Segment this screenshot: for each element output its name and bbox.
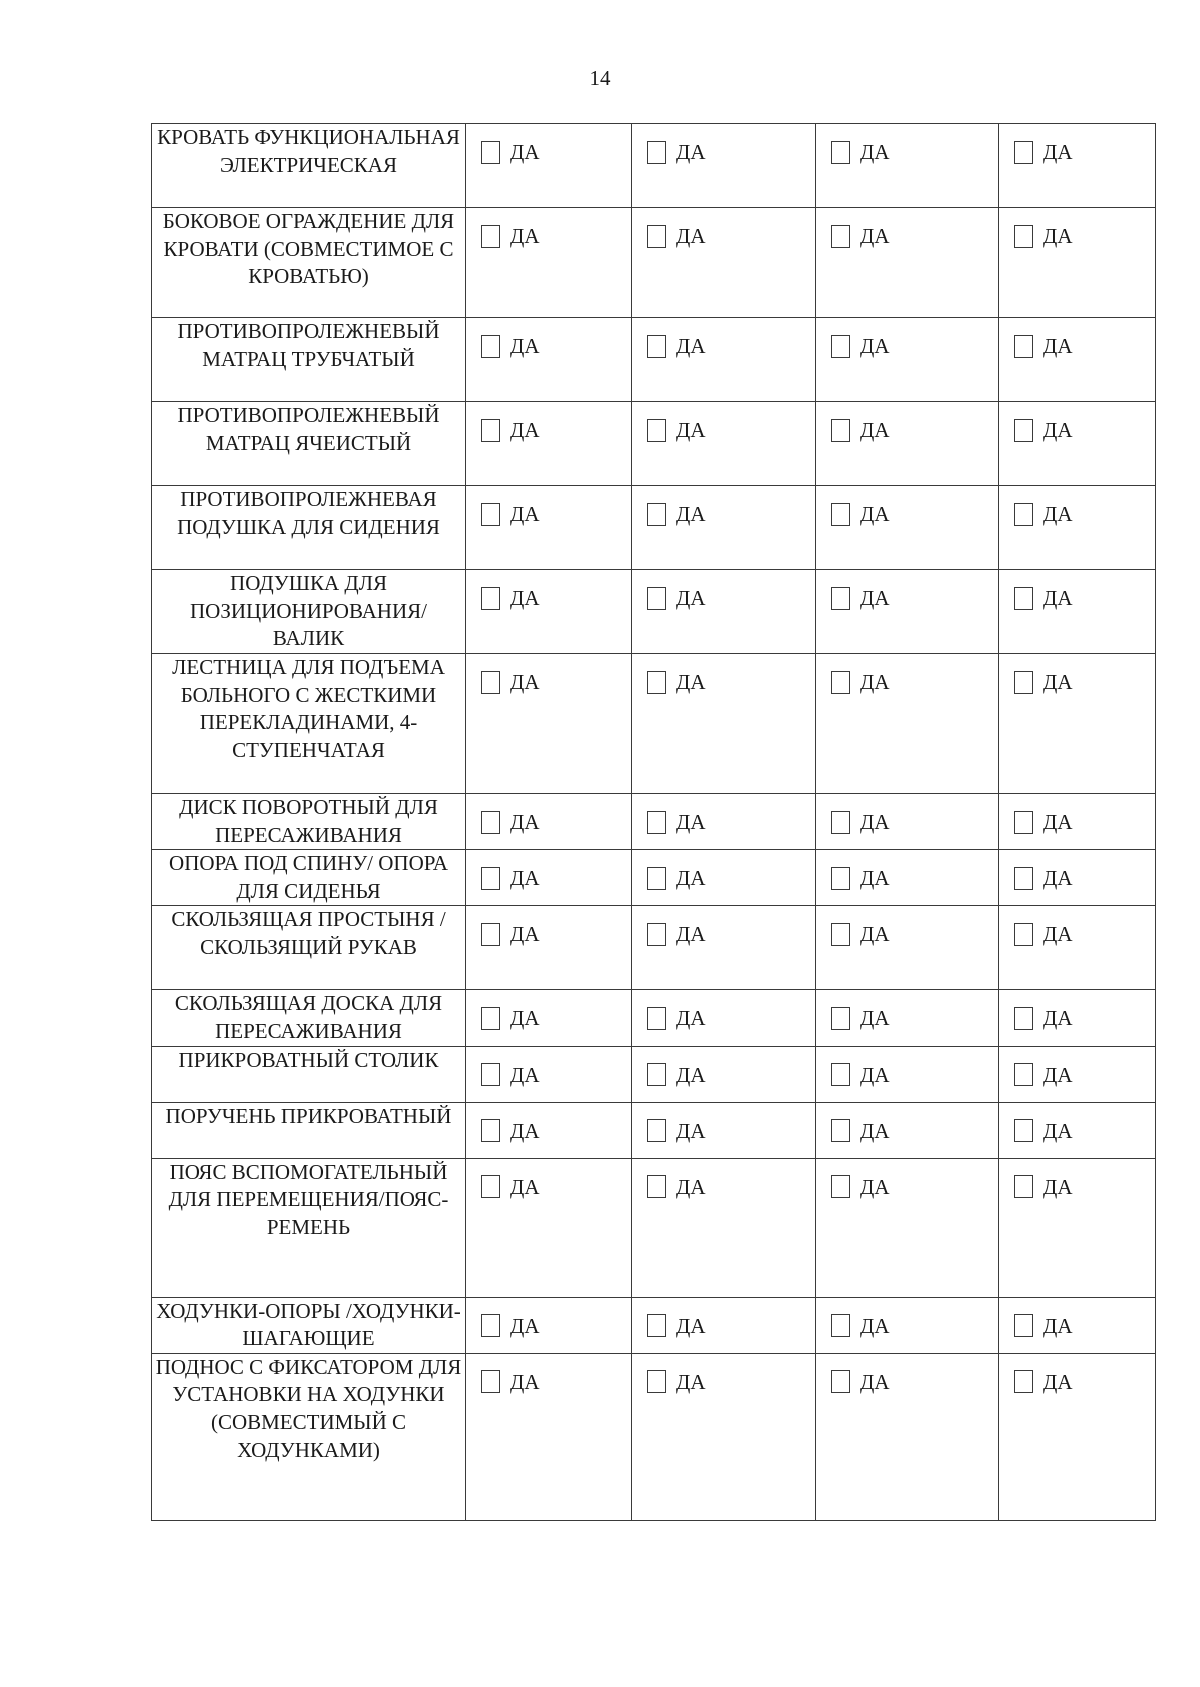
yes-option[interactable] — [816, 1370, 998, 1394]
yes-label: ДА — [1043, 418, 1073, 442]
yes-label: ДА — [860, 922, 890, 947]
item-name-cell: ПОДНОС С ФИКСАТОРОМ ДЛЯ УСТАНОВКИ НА ХОДУНКИ (СОВМЕСТИМЫЙ С ХОДУНКАМИ) — [152, 1353, 466, 1520]
yes-option[interactable] — [466, 224, 631, 248]
choice-cell — [466, 906, 632, 990]
yes-checkbox[interactable] — [647, 923, 666, 946]
yes-checkbox[interactable] — [481, 923, 500, 946]
yes-option[interactable] — [816, 586, 998, 610]
yes-option[interactable] — [632, 1119, 815, 1143]
yes-option[interactable] — [632, 418, 815, 442]
yes-option[interactable] — [632, 502, 815, 526]
yes-label: ДА — [1043, 1174, 1073, 1199]
choice-cell — [999, 850, 1156, 906]
choice-cell — [632, 486, 816, 570]
item-name-cell: ПОДУШКА ДЛЯ ПОЗИЦИОНИРОВАНИЯ/ ВАЛИК — [152, 570, 466, 654]
yes-checkbox[interactable] — [481, 225, 500, 248]
yes-label: ДА — [676, 1369, 706, 1394]
table-row — [152, 1353, 1156, 1520]
table-row — [152, 794, 1156, 850]
yes-label: ДА — [1043, 1118, 1073, 1143]
item-name-cell: БОКОВОЕ ОГРАЖДЕНИЕ ДЛЯ КРОВАТИ (СОВМЕСТИМОЕ С КРОВАТЬЮ) — [152, 208, 466, 318]
yes-checkbox[interactable] — [647, 867, 666, 890]
yes-checkbox[interactable] — [647, 503, 666, 526]
yes-option[interactable] — [816, 140, 998, 164]
choice-cell — [999, 318, 1156, 402]
yes-option[interactable] — [999, 1175, 1155, 1199]
yes-checkbox[interactable] — [831, 419, 850, 442]
yes-checkbox[interactable] — [481, 1007, 500, 1030]
yes-option[interactable] — [632, 224, 815, 248]
choice-cell — [816, 906, 999, 990]
yes-option[interactable] — [632, 140, 815, 164]
yes-checkbox[interactable] — [481, 503, 500, 526]
item-name-cell: ПРОТИВОПРОЛЕЖНЕВЫЙ МАТРАЦ ТРУБЧАТЫЙ — [152, 318, 466, 402]
yes-checkbox[interactable] — [481, 335, 500, 358]
item-name-cell: СКОЛЬЗЯЩАЯ ПРОСТЫНЯ /СКОЛЬЗЯЩИЙ РУКАВ — [152, 906, 466, 990]
yes-checkbox[interactable] — [1014, 867, 1033, 890]
choice-cell — [999, 1353, 1156, 1520]
choice-cell — [632, 990, 816, 1046]
yes-checkbox[interactable] — [481, 1175, 500, 1198]
choice-cell — [999, 208, 1156, 318]
yes-label: ДА — [510, 1006, 540, 1031]
yes-label: ДА — [860, 866, 890, 891]
table-row — [152, 208, 1156, 318]
yes-label: ДА — [1043, 1062, 1073, 1087]
table-row — [152, 1297, 1156, 1353]
yes-option[interactable] — [466, 334, 631, 358]
choice-cell — [632, 906, 816, 990]
yes-label: ДА — [676, 866, 706, 891]
yes-checkbox[interactable] — [647, 1063, 666, 1086]
choice-cell — [816, 402, 999, 486]
yes-checkbox[interactable] — [1014, 419, 1033, 442]
choice-cell — [816, 208, 999, 318]
yes-label: ДА — [510, 1062, 540, 1087]
item-name-cell: ОПОРА ПОД СПИНУ/ ОПОРА ДЛЯ СИДЕНЬЯ — [152, 850, 466, 906]
yes-checkbox[interactable] — [831, 923, 850, 946]
choice-cell — [816, 654, 999, 794]
yes-label: ДА — [510, 1313, 540, 1338]
choice-cell — [466, 208, 632, 318]
yes-checkbox[interactable] — [1014, 1007, 1033, 1030]
yes-label: ДА — [676, 1062, 706, 1087]
yes-checkbox[interactable] — [1014, 587, 1033, 610]
yes-checkbox[interactable] — [831, 867, 850, 890]
yes-checkbox[interactable] — [831, 1314, 850, 1337]
yes-option[interactable] — [999, 140, 1155, 164]
yes-option[interactable] — [632, 1063, 815, 1087]
yes-option[interactable] — [466, 1314, 631, 1338]
table-row — [152, 990, 1156, 1046]
yes-option[interactable] — [999, 922, 1155, 946]
yes-checkbox[interactable] — [1014, 1370, 1033, 1393]
choice-cell — [816, 1297, 999, 1353]
yes-option[interactable] — [466, 140, 631, 164]
choice-cell — [466, 1046, 632, 1102]
yes-option[interactable] — [816, 334, 998, 358]
yes-label: ДА — [510, 140, 540, 164]
choice-cell — [816, 1102, 999, 1158]
yes-option[interactable] — [466, 810, 631, 834]
item-name-cell: ПОРУЧЕНЬ ПРИКРОВАТНЫЙ — [152, 1102, 466, 1158]
choice-cell — [466, 654, 632, 794]
table-row — [152, 124, 1156, 208]
yes-checkbox[interactable] — [831, 1370, 850, 1393]
choice-cell — [999, 1102, 1156, 1158]
yes-option[interactable] — [999, 1314, 1155, 1338]
table-row — [152, 318, 1156, 402]
table-row — [152, 850, 1156, 906]
table-row — [152, 1102, 1156, 1158]
choice-cell — [466, 1102, 632, 1158]
choice-cell — [999, 1158, 1156, 1297]
yes-label: ДА — [860, 1174, 890, 1199]
choice-cell — [466, 1297, 632, 1353]
choice-cell — [816, 850, 999, 906]
yes-label: ДА — [510, 224, 540, 248]
yes-option[interactable] — [466, 502, 631, 526]
yes-checkbox[interactable] — [647, 1175, 666, 1198]
yes-option[interactable] — [466, 418, 631, 442]
yes-checkbox[interactable] — [481, 1370, 500, 1393]
choice-cell — [999, 1297, 1156, 1353]
choice-cell — [632, 850, 816, 906]
choice-cell — [999, 124, 1156, 208]
yes-label: ДА — [1043, 502, 1073, 526]
yes-label: ДА — [860, 670, 890, 694]
yes-label: ДА — [860, 418, 890, 442]
yes-label: ДА — [1043, 922, 1073, 947]
yes-checkbox[interactable] — [1014, 1175, 1033, 1198]
yes-label: ДА — [1043, 140, 1073, 164]
yes-checkbox[interactable] — [647, 141, 666, 164]
choice-cell — [632, 124, 816, 208]
choice-cell — [999, 486, 1156, 570]
yes-checkbox[interactable] — [1014, 335, 1033, 358]
item-name-cell: ДИСК ПОВОРОТНЫЙ ДЛЯ ПЕРЕСАЖИВАНИЯ — [152, 794, 466, 850]
item-name-cell: КРОВАТЬ ФУНКЦИОНАЛЬНАЯ ЭЛЕКТРИЧЕСКАЯ — [152, 124, 466, 208]
yes-option[interactable] — [816, 1119, 998, 1143]
yes-option[interactable] — [999, 502, 1155, 526]
yes-label: ДА — [860, 1369, 890, 1394]
equipment-table — [151, 123, 1156, 1521]
item-name-cell: ПРОТИВОПРОЛЕЖНЕВАЯ ПОДУШКА ДЛЯ СИДЕНИЯ — [152, 486, 466, 570]
choice-cell — [816, 1353, 999, 1520]
yes-option[interactable] — [632, 586, 815, 610]
yes-checkbox[interactable] — [647, 225, 666, 248]
yes-option[interactable] — [816, 1175, 998, 1199]
choice-cell — [632, 208, 816, 318]
yes-label: ДА — [510, 1369, 540, 1394]
yes-option[interactable] — [466, 1063, 631, 1087]
yes-option[interactable] — [816, 502, 998, 526]
yes-label: ДА — [1043, 1369, 1073, 1394]
yes-option[interactable] — [466, 1119, 631, 1143]
choice-cell — [466, 486, 632, 570]
yes-checkbox[interactable] — [831, 335, 850, 358]
choice-cell — [466, 402, 632, 486]
table-row — [152, 570, 1156, 654]
choice-cell — [632, 318, 816, 402]
yes-checkbox[interactable] — [831, 671, 850, 694]
yes-option[interactable] — [466, 866, 631, 890]
yes-option[interactable] — [816, 1314, 998, 1338]
yes-checkbox[interactable] — [1014, 1314, 1033, 1337]
yes-checkbox[interactable] — [647, 811, 666, 834]
choice-cell — [466, 124, 632, 208]
yes-option[interactable] — [816, 670, 998, 694]
yes-option[interactable] — [466, 670, 631, 694]
yes-option[interactable] — [816, 1063, 998, 1087]
yes-option[interactable] — [466, 586, 631, 610]
yes-label: ДА — [1043, 866, 1073, 891]
item-name-cell: ПРОТИВОПРОЛЕЖНЕВЫЙ МАТРАЦ ЯЧЕИСТЫЙ — [152, 402, 466, 486]
choice-cell — [816, 124, 999, 208]
choice-cell — [816, 570, 999, 654]
yes-checkbox[interactable] — [647, 1007, 666, 1030]
choice-cell — [816, 794, 999, 850]
yes-option[interactable] — [999, 1063, 1155, 1087]
yes-option[interactable] — [999, 810, 1155, 834]
yes-checkbox[interactable] — [647, 419, 666, 442]
choice-cell — [816, 318, 999, 402]
yes-checkbox[interactable] — [831, 811, 850, 834]
yes-checkbox[interactable] — [831, 1007, 850, 1030]
yes-checkbox[interactable] — [831, 1119, 850, 1142]
yes-label: ДА — [860, 1062, 890, 1087]
yes-checkbox[interactable] — [831, 225, 850, 248]
yes-label: ДА — [510, 1174, 540, 1199]
yes-checkbox[interactable] — [647, 671, 666, 694]
yes-label: ДА — [676, 1006, 706, 1031]
yes-checkbox[interactable] — [1014, 503, 1033, 526]
yes-option[interactable] — [999, 418, 1155, 442]
yes-option[interactable] — [999, 1370, 1155, 1394]
yes-label: ДА — [676, 1118, 706, 1143]
item-name-cell: ПОЯС ВСПОМОГАТЕЛЬНЫЙ ДЛЯ ПЕРЕМЕЩЕНИЯ/ПОЯС-РЕМЕНЬ — [152, 1158, 466, 1297]
yes-label: ДА — [510, 866, 540, 891]
yes-label: ДА — [676, 670, 706, 694]
yes-option[interactable] — [999, 670, 1155, 694]
yes-option[interactable] — [632, 1314, 815, 1338]
yes-label: ДА — [1043, 1313, 1073, 1338]
yes-label: ДА — [676, 334, 706, 358]
yes-label: ДА — [510, 670, 540, 694]
yes-label: ДА — [860, 140, 890, 164]
table-row — [152, 1158, 1156, 1297]
yes-checkbox[interactable] — [647, 335, 666, 358]
yes-checkbox[interactable] — [481, 141, 500, 164]
yes-label: ДА — [676, 1174, 706, 1199]
yes-label: ДА — [676, 224, 706, 248]
yes-label: ДА — [676, 418, 706, 442]
choice-cell — [999, 654, 1156, 794]
yes-label: ДА — [676, 586, 706, 610]
yes-checkbox[interactable] — [481, 1063, 500, 1086]
yes-label: ДА — [860, 810, 890, 834]
page-number: 14 — [589, 66, 611, 90]
yes-option[interactable] — [632, 866, 815, 890]
yes-checkbox[interactable] — [1014, 1063, 1033, 1086]
yes-option[interactable] — [999, 866, 1155, 890]
yes-checkbox[interactable] — [1014, 811, 1033, 834]
yes-option[interactable] — [816, 418, 998, 442]
choice-cell — [632, 654, 816, 794]
item-name-cell: ПРИКРОВАТНЫЙ СТОЛИК — [152, 1046, 466, 1102]
choice-cell — [632, 1297, 816, 1353]
yes-checkbox[interactable] — [481, 811, 500, 834]
yes-checkbox[interactable] — [481, 419, 500, 442]
yes-label: ДА — [860, 502, 890, 526]
yes-option[interactable] — [999, 1006, 1155, 1030]
table-row — [152, 1046, 1156, 1102]
yes-option[interactable] — [632, 922, 815, 946]
yes-label: ДА — [860, 224, 890, 248]
yes-option[interactable] — [632, 1175, 815, 1199]
yes-checkbox[interactable] — [647, 1119, 666, 1142]
yes-label: ДА — [510, 922, 540, 947]
choice-cell — [632, 1102, 816, 1158]
yes-label: ДА — [1043, 334, 1073, 358]
item-name-cell: ЛЕСТНИЦА ДЛЯ ПОДЪЕМА БОЛЬНОГО С ЖЕСТКИМИ ПЕРЕКЛАДИНАМИ, 4-СТУПЕНЧАТАЯ — [152, 654, 466, 794]
choice-cell — [999, 906, 1156, 990]
yes-label: ДА — [860, 586, 890, 610]
table-row — [152, 654, 1156, 794]
yes-option[interactable] — [999, 334, 1155, 358]
yes-label: ДА — [1043, 224, 1073, 248]
yes-option[interactable] — [816, 1006, 998, 1030]
choice-cell — [632, 794, 816, 850]
yes-option[interactable] — [816, 224, 998, 248]
yes-checkbox[interactable] — [647, 1314, 666, 1337]
choice-cell — [466, 570, 632, 654]
yes-checkbox[interactable] — [647, 587, 666, 610]
yes-checkbox[interactable] — [481, 671, 500, 694]
yes-label: ДА — [510, 810, 540, 834]
yes-checkbox[interactable] — [1014, 923, 1033, 946]
yes-label: ДА — [510, 418, 540, 442]
choice-cell — [466, 794, 632, 850]
yes-label: ДА — [1043, 670, 1073, 694]
yes-checkbox[interactable] — [831, 587, 850, 610]
yes-option[interactable] — [466, 1370, 631, 1394]
choice-cell — [999, 1046, 1156, 1102]
yes-option[interactable] — [999, 586, 1155, 610]
choice-cell — [466, 990, 632, 1046]
yes-checkbox[interactable] — [831, 141, 850, 164]
yes-label: ДА — [510, 586, 540, 610]
choice-cell — [816, 1158, 999, 1297]
choice-cell — [632, 570, 816, 654]
yes-label: ДА — [676, 810, 706, 834]
yes-checkbox[interactable] — [481, 1314, 500, 1337]
yes-label: ДА — [1043, 810, 1073, 834]
choice-cell — [632, 1046, 816, 1102]
choice-cell — [466, 1158, 632, 1297]
choice-cell — [999, 570, 1156, 654]
choice-cell — [466, 850, 632, 906]
yes-checkbox[interactable] — [831, 1175, 850, 1198]
yes-checkbox[interactable] — [1014, 225, 1033, 248]
yes-checkbox[interactable] — [831, 503, 850, 526]
yes-label: ДА — [860, 334, 890, 358]
choice-cell — [999, 990, 1156, 1046]
choice-cell — [466, 1353, 632, 1520]
yes-label: ДА — [860, 1118, 890, 1143]
yes-label: ДА — [1043, 1006, 1073, 1031]
yes-option[interactable] — [632, 334, 815, 358]
equipment-table-body — [152, 124, 1156, 1521]
yes-label: ДА — [510, 1118, 540, 1143]
yes-checkbox[interactable] — [1014, 671, 1033, 694]
choice-cell — [999, 794, 1156, 850]
choice-cell — [816, 1046, 999, 1102]
yes-option[interactable] — [816, 922, 998, 946]
yes-option[interactable] — [466, 1175, 631, 1199]
yes-checkbox[interactable] — [481, 1119, 500, 1142]
choice-cell — [816, 486, 999, 570]
table-row — [152, 906, 1156, 990]
choice-cell — [816, 990, 999, 1046]
choice-cell — [632, 1353, 816, 1520]
yes-option[interactable] — [632, 1370, 815, 1394]
table-row — [152, 486, 1156, 570]
choice-cell — [632, 1158, 816, 1297]
yes-label: ДА — [676, 140, 706, 164]
yes-checkbox[interactable] — [1014, 1119, 1033, 1142]
yes-option[interactable] — [632, 670, 815, 694]
yes-label: ДА — [860, 1313, 890, 1338]
yes-option[interactable] — [632, 810, 815, 834]
yes-option[interactable] — [466, 1006, 631, 1030]
yes-checkbox[interactable] — [481, 867, 500, 890]
yes-option[interactable] — [999, 1119, 1155, 1143]
item-name-cell: СКОЛЬЗЯЩАЯ ДОСКА ДЛЯ ПЕРЕСАЖИВАНИЯ — [152, 990, 466, 1046]
yes-checkbox[interactable] — [1014, 141, 1033, 164]
choice-cell — [466, 318, 632, 402]
yes-label: ДА — [510, 334, 540, 358]
yes-checkbox[interactable] — [647, 1370, 666, 1393]
yes-checkbox[interactable] — [831, 1063, 850, 1086]
yes-label: ДА — [676, 502, 706, 526]
yes-label: ДА — [860, 1006, 890, 1031]
yes-label: ДА — [510, 502, 540, 526]
yes-option[interactable] — [999, 224, 1155, 248]
yes-option[interactable] — [632, 1006, 815, 1030]
yes-option[interactable] — [816, 810, 998, 834]
yes-label: ДА — [676, 922, 706, 947]
yes-label: ДА — [1043, 586, 1073, 610]
choice-cell — [999, 402, 1156, 486]
yes-option[interactable] — [816, 866, 998, 890]
yes-label: ДА — [676, 1313, 706, 1338]
choice-cell — [632, 402, 816, 486]
item-name-cell: ХОДУНКИ-ОПОРЫ /ХОДУНКИ-ШАГАЮЩИЕ — [152, 1297, 466, 1353]
yes-checkbox[interactable] — [481, 587, 500, 610]
table-row — [152, 402, 1156, 486]
yes-option[interactable] — [466, 922, 631, 946]
